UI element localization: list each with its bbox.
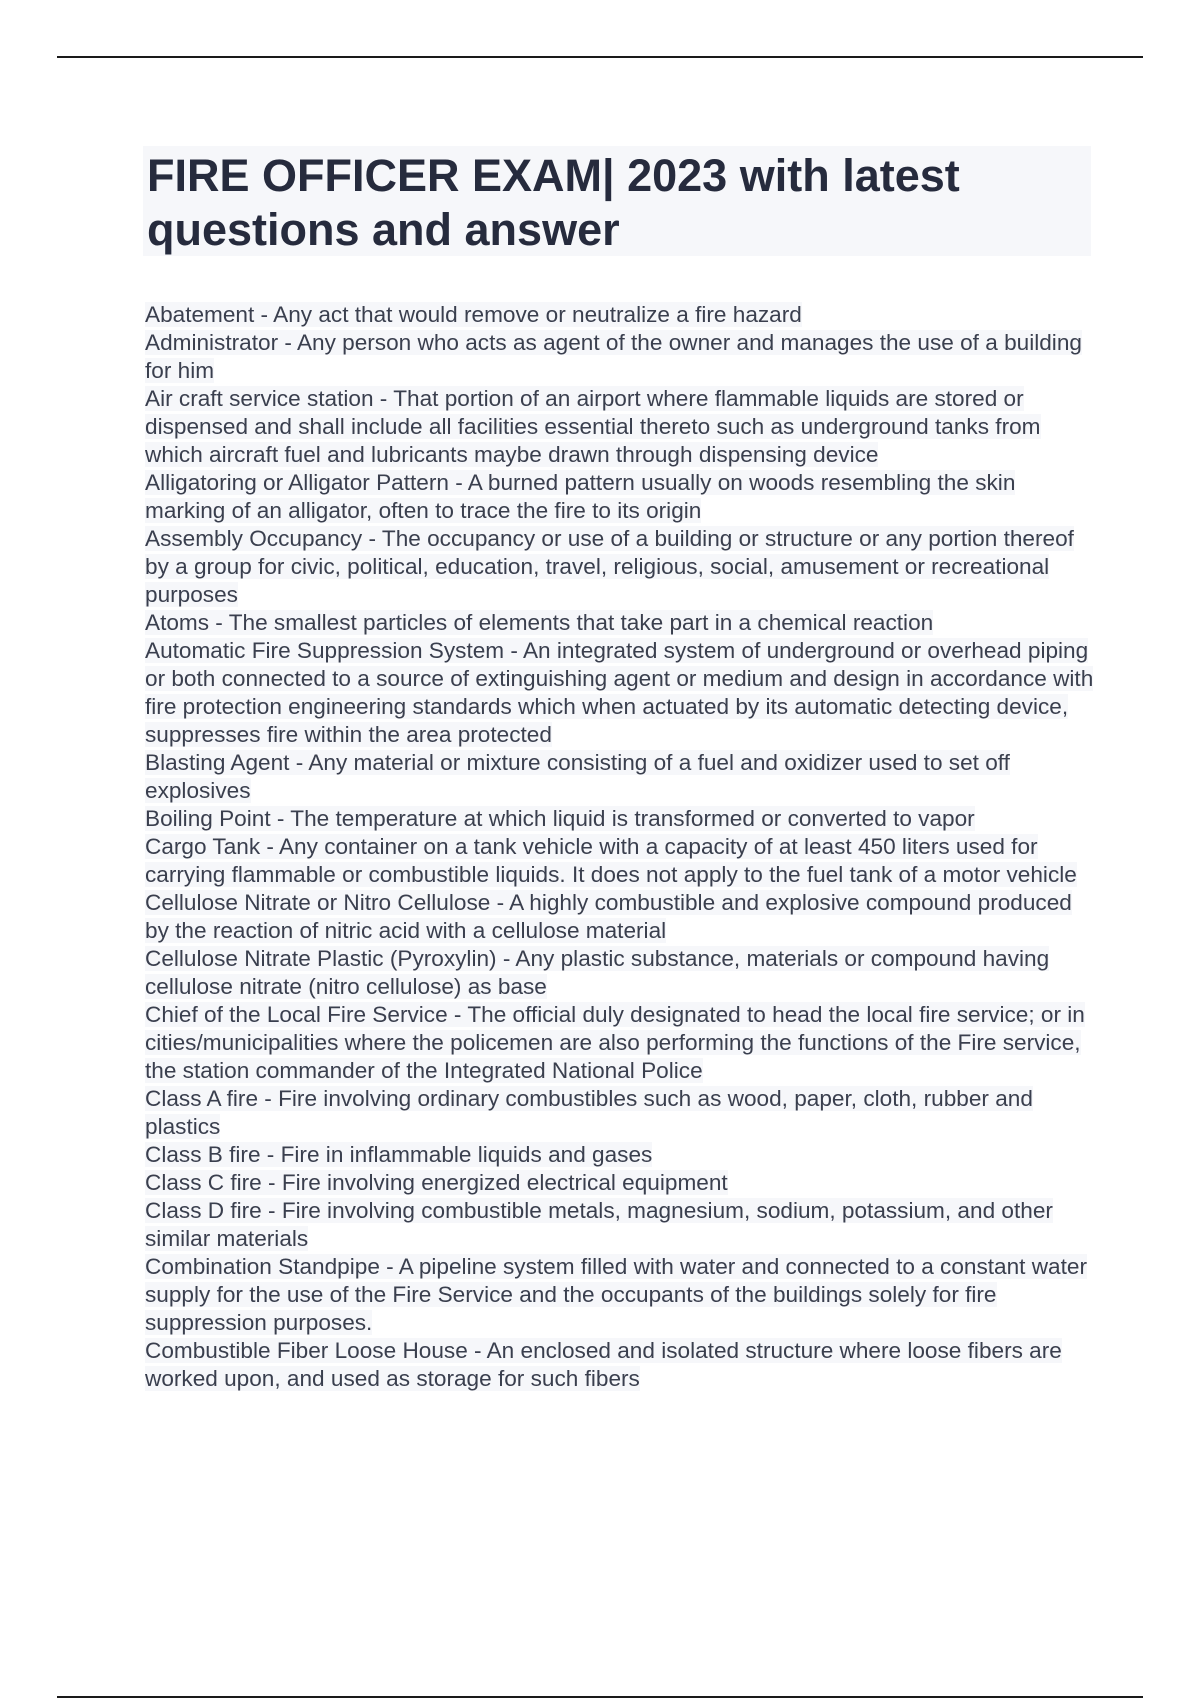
glossary-list — [145, 301, 1095, 1393]
entry-term: Abatement — [145, 302, 255, 327]
entry-term: Class B fire — [145, 1142, 261, 1167]
entry-definition: The smallest particles of elements that take part in a chemical reaction — [228, 610, 934, 635]
entry-term: Administrator — [145, 330, 279, 355]
glossary-entry: Class D fire - Fire involving combustible metals, magnesium, sodium, potassium, and other similar materials — [145, 1198, 1053, 1251]
entry-term: Combustible Fiber Loose House — [145, 1338, 468, 1363]
glossary-entry: Class C fire - Fire involving energized electrical equipment — [145, 1170, 728, 1195]
entry-definition: Fire involving combustible metals, magnesium, sodium, potassium, and other similar materials — [145, 1198, 1053, 1251]
glossary-entry: Atoms - The smallest particles of elements that take part in a chemical reaction — [145, 610, 934, 635]
glossary-entry: Class A fire - Fire involving ordinary combustibles such as wood, paper, cloth, rubber and plastics — [145, 1086, 1033, 1139]
glossary-entry: Combination Standpipe - A pipeline system filled with water and connected to a constant water supply for the use of the Fire Service and the occupants of the buildings solely for fire suppression purposes. — [145, 1254, 1087, 1335]
footer-rule — [57, 1696, 1143, 1698]
glossary-entry: Blasting Agent - Any material or mixture consisting of a fuel and oxidizer used to set off explosives — [145, 750, 1010, 803]
header-rule — [57, 56, 1143, 58]
entry-term: Cellulose Nitrate or Nitro Cellulose — [145, 890, 491, 915]
entry-definition: Fire involving energized electrical equipment — [281, 1170, 728, 1195]
entry-term: Boiling Point — [145, 806, 271, 831]
entry-term: Chief of the Local Fire Service — [145, 1002, 448, 1027]
entry-definition: Any material or mixture consisting of a fuel and oxidizer used to set off explosives — [145, 750, 1010, 803]
glossary-entry: Combustible Fiber Loose House - An enclosed and isolated structure where loose fibers are worked upon, and used as storage for such fibers — [145, 1338, 1062, 1391]
entry-definition: An integrated system of underground or overhead piping or both connected to a source of extinguishing agent or medium and design in accordance with fire protection engineering standards which when actuated by its automatic detecting device, suppresses fire within the area protected — [145, 638, 1094, 747]
entry-definition: The occupancy or use of a building or structure or any portion thereof by a group for civic, political, education, travel, religious, social, amusement or recreational purposes — [145, 526, 1074, 607]
entry-definition: The temperature at which liquid is transformed or converted to vapor — [290, 806, 975, 831]
entry-definition: A burned pattern usually on woods resembling the skin marking of an alligator, often to trace the fire to its origin — [145, 470, 1016, 523]
entry-term: Class A fire — [145, 1086, 259, 1111]
glossary-entry: Air craft service station - That portion of an airport where flammable liquids are stored or dispensed and shall include all facilities essential thereto such as underground tanks from which aircraft fuel and lubricants maybe drawn through dispensing device — [145, 386, 1041, 467]
glossary-entry: Alligatoring or Alligator Pattern - A burned pattern usually on woods resembling the skin marking of an alligator, often to trace the fire to its origin — [145, 470, 1016, 523]
glossary-entry: Cargo Tank - Any container on a tank vehicle with a capacity of at least 450 liters used for carrying flammable or combustible liquids. It does not apply to the fuel tank of a motor vehicle — [145, 834, 1077, 887]
entry-definition: An enclosed and isolated structure where loose fibers are worked upon, and used as storage for such fibers — [145, 1338, 1062, 1391]
glossary-entry: Cellulose Nitrate or Nitro Cellulose - A highly combustible and explosive compound produced by the reaction of nitric acid with a cellulose material — [145, 890, 1072, 943]
entry-definition: The official duly designated to head the local fire service; or in cities/municipalities where the policemen are also performing the functions of the Fire service, the station commander of the Integrated National Police — [145, 1002, 1085, 1083]
glossary-entry: Boiling Point - The temperature at which liquid is transformed or converted to vapor — [145, 806, 975, 831]
entry-definition: Fire in inflammable liquids and gases — [280, 1142, 653, 1167]
glossary-entry: Assembly Occupancy - The occupancy or use of a building or structure or any portion thereof by a group for civic, political, education, travel, religious, social, amusement or recreational purposes — [145, 526, 1074, 607]
entry-term: Atoms — [145, 610, 210, 635]
entry-term: Blasting Agent — [145, 750, 290, 775]
entry-definition: Any act that would remove or neutralize a fire hazard — [273, 302, 802, 327]
entry-term: Combination Standpipe — [145, 1254, 380, 1279]
glossary-entry: Automatic Fire Suppression System - An integrated system of underground or overhead piping or both connected to a source of extinguishing agent or medium and design in accordance with fire protection engineering standards which when actuated by its automatic detecting device, suppresses fire within the area protected — [145, 638, 1094, 747]
entry-term: Class D fire — [145, 1198, 262, 1223]
entry-term: Assembly Occupancy — [145, 526, 363, 551]
glossary-entry: Abatement - Any act that would remove or neutralize a fire hazard — [145, 302, 802, 327]
entry-definition: A highly combustible and explosive compound produced by the reaction of nitric acid with a cellulose material — [145, 890, 1072, 943]
document-title: FIRE OFFICER EXAM| 2023 with latest questions and answer — [147, 150, 960, 255]
entry-term: Cargo Tank — [145, 834, 261, 859]
entry-definition: Fire involving ordinary combustibles such as wood, paper, cloth, rubber and plastics — [145, 1086, 1033, 1139]
entry-definition: Any person who acts as agent of the owner and manages the use of a building for him — [145, 330, 1082, 383]
entry-definition: Any container on a tank vehicle with a capacity of at least 450 liters used for carrying flammable or combustible liquids. It does not apply to the fuel tank of a motor vehicle — [145, 834, 1077, 887]
glossary-entry: Cellulose Nitrate Plastic (Pyroxylin) - Any plastic substance, materials or compound having cellulose nitrate (nitro cellulose) as base — [145, 946, 1050, 999]
entry-term: Automatic Fire Suppression System — [145, 638, 505, 663]
entry-term: Cellulose Nitrate Plastic (Pyroxylin) — [145, 946, 497, 971]
glossary-entry: Chief of the Local Fire Service - The official duly designated to head the local fire service; or in cities/municipalities where the policemen are also performing the functions of the Fire service, the station commander of the Integrated National Police — [145, 1002, 1085, 1083]
entry-term: Alligatoring or Alligator Pattern — [145, 470, 449, 495]
glossary-entry: Administrator - Any person who acts as agent of the owner and manages the use of a building for him — [145, 330, 1082, 383]
entry-term: Class C fire — [145, 1170, 262, 1195]
entry-term: Air craft service station — [145, 386, 374, 411]
entry-definition: A pipeline system filled with water and connected to a constant water supply for the use of the Fire Service and the occupants of the buildings solely for fire suppression purposes. — [145, 1254, 1087, 1335]
glossary-entry: Class B fire - Fire in inflammable liquids and gases — [145, 1142, 653, 1167]
title-block — [143, 146, 1091, 256]
entry-definition: That portion of an airport where flammable liquids are stored or dispensed and shall include all facilities essential thereto such as underground tanks from which aircraft fuel and lubricants maybe drawn through dispensing device — [145, 386, 1041, 467]
entry-definition: Any plastic substance, materials or compound having cellulose nitrate (nitro cellulose) as base — [145, 946, 1050, 999]
